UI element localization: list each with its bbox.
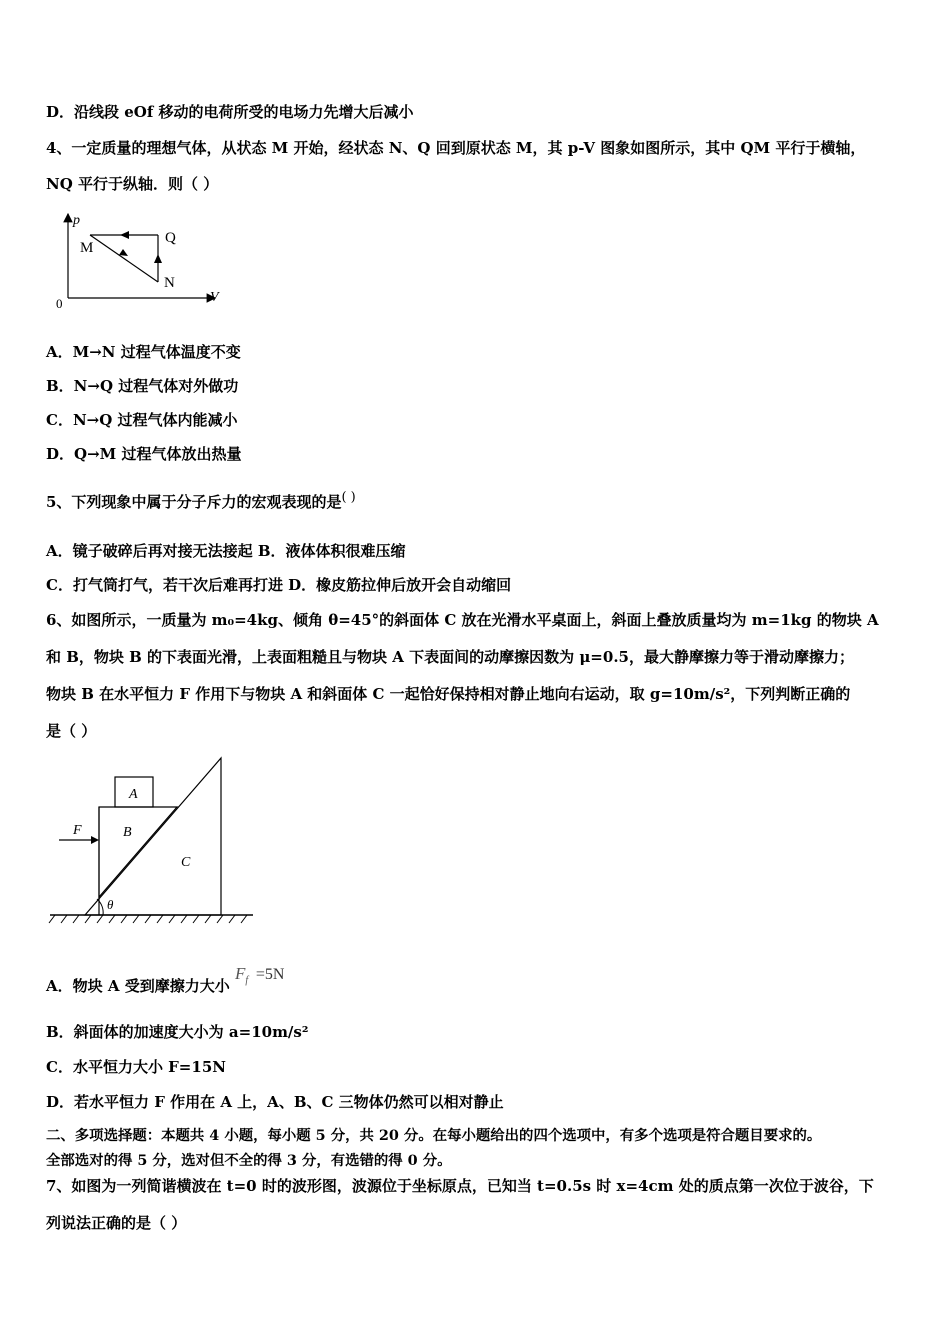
q6-option-c: C．水平恒力大小 F=15N [46, 1058, 226, 1076]
q6-line2: 和 B，物块 B 的下表面光滑，上表面粗糙且与物块 A 下表面间的动摩擦因数为 μ=0.5，最大静摩擦力等于滑动摩擦力； [46, 648, 854, 666]
label-theta: θ [107, 897, 114, 912]
q6-line1: 6、如图所示，一质量为 m₀=4kg、倾角 θ=45°的斜面体 C 放在光滑水平桌面上，斜面上叠放质量均为 m=1kg 的物块 A [46, 611, 879, 629]
section2-line1: 二、多项选择题：本题共 4 小题，每小题 5 分，共 20 分。在每小题给出的四个选项中，有多个选项是符合题目要求的。 [46, 1127, 822, 1144]
q5-stem [46, 492, 356, 514]
q6-line3: 物块 B 在水平恒力 F 作用下与物块 A 和斜面体 C 一起恰好保持相对静止地向右运动，取 g=10m/s²，下列判断正确的 [46, 685, 851, 703]
q4-option-b: B．N→Q 过程气体对外做功 [46, 377, 239, 395]
origin-label: 0 [56, 296, 63, 311]
label-f: F [73, 823, 82, 838]
q6-option-b: B．斜面体的加速度大小为 a=10m/s² [46, 1023, 309, 1041]
q4-stem-line2: NQ 平行于纵轴．则（ ） [46, 175, 219, 193]
label-a: A [129, 787, 138, 802]
q4-option-d: D．Q→M 过程气体放出热量 [46, 445, 242, 463]
p-axis-label: p [73, 213, 80, 228]
formula-value: =5N [255, 966, 285, 983]
prev-option-d: D．沿线段 eOf 移动的电荷所受的电场力先增大后减小 [46, 103, 414, 121]
point-q-label: Q [165, 230, 176, 246]
point-n-label: N [164, 275, 175, 291]
q6-option-a-formula [234, 964, 285, 986]
label-c: C [181, 855, 191, 870]
v-axis-label: V [210, 290, 219, 305]
q4-stem-line1: 4、一定质量的理想气体，从状态 M 开始，经状态 N、Q 回到原状态 M，其 p-V 图象如图所示，其中 QM 平行于横轴， [46, 139, 866, 157]
q6-option-d: D．若水平恒力 F 作用在 A 上，A、B、C 三物体仍然可以相对静止 [46, 1093, 504, 1111]
q5-stem-text: 5、下列现象中属于分子斥力的宏观表现的是 [46, 493, 342, 511]
q5-options-line1: A．镜子破碎后再对接无法接起 B．液体体积很难压缩 [46, 542, 406, 560]
q6-option-a-text: A．物块 A 受到摩擦力大小 [46, 977, 230, 995]
section2-line2: 全部选对的得 5 分，选对但不全的得 3 分，有选错的得 0 分。 [46, 1152, 452, 1169]
block-b [99, 807, 177, 897]
q7-line2: 列说法正确的是（ ） [46, 1214, 187, 1232]
q4-option-a: A．M→N 过程气体温度不变 [46, 343, 241, 361]
point-m-label: M [80, 240, 94, 256]
q6-option-a [46, 964, 285, 1003]
arrow-n-q [154, 254, 162, 263]
formula-f-sub: f [245, 975, 249, 986]
label-b: B [123, 825, 132, 840]
formula-f: F [234, 964, 246, 983]
q7-line1: 7、如图为一列简谐横波在 t=0 时的波形图，波源位于坐标原点，已知当 t=0.5s 时 x=4cm 处的质点第一次位于波谷，下 [46, 1177, 874, 1195]
q6-incline-diagram [45, 752, 260, 927]
force-f-arrowhead [91, 836, 99, 844]
segment-m-n [90, 235, 158, 282]
q5-options-line2: C．打气筒打气，若干次后难再打进 D．橡皮筋拉伸后放开会自动缩回 [46, 576, 512, 594]
q4-option-c: C．N→Q 过程气体内能减小 [46, 411, 238, 429]
arrow-m-n [119, 249, 128, 256]
q4-pv-diagram [50, 210, 235, 315]
ground-hatch [49, 915, 247, 923]
theta-arc [97, 899, 103, 915]
arrow-q-m [120, 231, 129, 239]
q5-paren: ( ) [341, 490, 356, 505]
q6-line4: 是（ ） [46, 722, 97, 740]
